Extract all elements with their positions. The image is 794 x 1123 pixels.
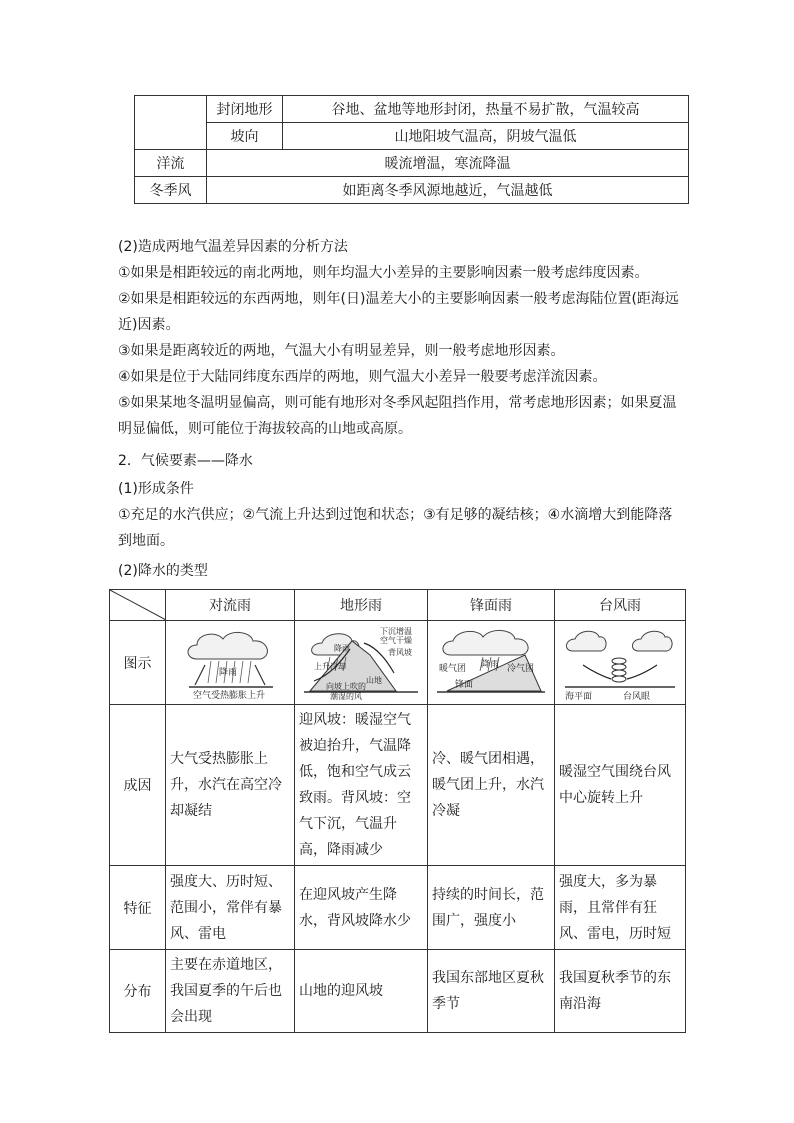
table-row [135,123,689,150]
column-header: 对流雨 [166,590,295,621]
rain-type-table [109,589,686,1033]
table-cell: 我国夏秋季节的东南沿海 [555,950,686,1033]
column-header: 地形雨 [295,590,428,621]
table-row [110,621,686,705]
figure-cell [295,621,428,705]
table-header-row [110,590,686,621]
paragraph: ③如果是距离较近的两地，气温大小有明显差异，则一般考虑地形因素。 [118,343,565,359]
figure-label: 潮湿的风 [330,691,362,701]
figure-label: 冷气团 [507,663,535,674]
figure-cell [166,621,295,705]
row-header: 分布 [110,950,166,1033]
table-row [135,96,689,123]
figure-label: 降雨 [481,659,500,670]
paragraph: ②如果是相距较远的东西两地，则年(日)温差大小的主要影响因素一般考虑海陆位置(距海远近)因素。 [118,291,679,333]
table-cell: 山地的迎风坡 [295,950,428,1033]
table-row [135,177,689,204]
figure-label: 台风眼 [623,691,651,701]
table-cell: 山地阳坡气温高，阴坡气温低 [283,123,689,150]
figure-cell [428,621,555,705]
figure-label: 下沉增温 [380,626,412,636]
table-cell: 坡向 [207,123,283,150]
figure-label: 暖气团 [439,663,467,674]
row-header: 特征 [110,866,166,950]
table-cell: 如距离冬季风源地越近，气温越低 [207,177,689,204]
table-cell: 主要在赤道地区，我国夏季的午后也会出现 [166,950,295,1033]
paragraph: ⑤如果某地冬温明显偏高，则可能有地形对冬季风起阻挡作用，常考虑地形因素；如果夏温明显偏低，则可能位于海拔较高的山地或高原。 [118,395,677,437]
section-subtitle: (2)造成两地气温差异因素的分析方法 [118,239,348,255]
table-row [110,866,686,950]
top-factor-table [134,95,689,204]
figure-label: 降雨 [334,643,350,653]
table-row [135,150,689,177]
section-subtitle: (1)形成条件 [118,481,194,497]
table-cell: 我国东部地区夏秋季节 [428,950,555,1033]
convection-rain-illustration [175,625,285,701]
figure-label: 向坡上吹的 [326,681,366,691]
table-cell: 冬季风 [135,177,207,204]
figure-label: 空气干燥 [380,635,412,645]
paragraph: ①充足的水汽供应；②气流上升达到过饱和状态；③有足够的凝结核；④水滴增大到能降落到地面。 [118,507,673,549]
figure-cell [555,621,686,705]
table-cell: 谷地、盆地等地形封闭，热量不易扩散，气温较高 [283,96,689,123]
diagonal-header-cell [110,590,166,621]
row-header: 成因 [110,705,166,866]
figure-label: 山地 [366,675,382,685]
table-cell: 强度大，多为暴雨，且常伴有狂风、雷电，历时短 [555,866,686,950]
paragraph: ④如果是位于大陆同纬度东西岸的两地，则气温大小差异一般要考虑洋流因素。 [118,369,607,385]
table-cell: 在迎风坡产生降水，背风坡降水少 [295,866,428,950]
table-cell: 暖湿空气围绕台风中心旋转上升 [555,705,686,866]
frontal-rain-illustration [433,625,549,701]
column-header: 台风雨 [555,590,686,621]
table-row [110,705,686,866]
row-header: 图示 [110,621,166,705]
typhoon-rain-illustration [561,625,679,701]
table-cell: 大气受热膨胀上升，水汽在高空冷却凝结 [166,705,295,866]
table-cell: 洋流 [135,150,207,177]
figure-label: 降雨 [219,667,238,678]
table-cell: 迎风坡：暖湿空气被迫抬升，气温降低，饱和空气成云致雨。背风坡：空气下沉，气温升高，降雨减少 [295,705,428,866]
table-cell: 封闭地形 [207,96,283,123]
figure-label: 上升冷却 [314,661,346,671]
section-heading: 2．气候要素——降水 [118,453,253,469]
table-cell: 冷、暖气团相遇，暖气团上升，水汽冷凝 [428,705,555,866]
paragraph: ①如果是相距较远的南北两地，则年均温大小差异的主要影响因素一般考虑纬度因素。 [118,265,649,281]
section-subtitle: (2)降水的类型 [118,563,208,579]
column-header: 锋面雨 [428,590,555,621]
orographic-rain-illustration [300,625,422,701]
table-cell: 持续的时间长，范围广，强度小 [428,866,555,950]
table-cell: 暖流增温，寒流降温 [207,150,689,177]
figure-label: 背风坡 [388,647,412,657]
table-row [110,950,686,1033]
table-cell [135,96,207,150]
figure-label: 锋面 [455,679,474,690]
figure-label: 海平面 [565,691,593,701]
table-cell: 强度大、历时短、范围小，常伴有暴风、雷电 [166,866,295,950]
diagonal-line [110,590,166,620]
figure-label: 空气受热膨胀上升 [193,690,266,701]
